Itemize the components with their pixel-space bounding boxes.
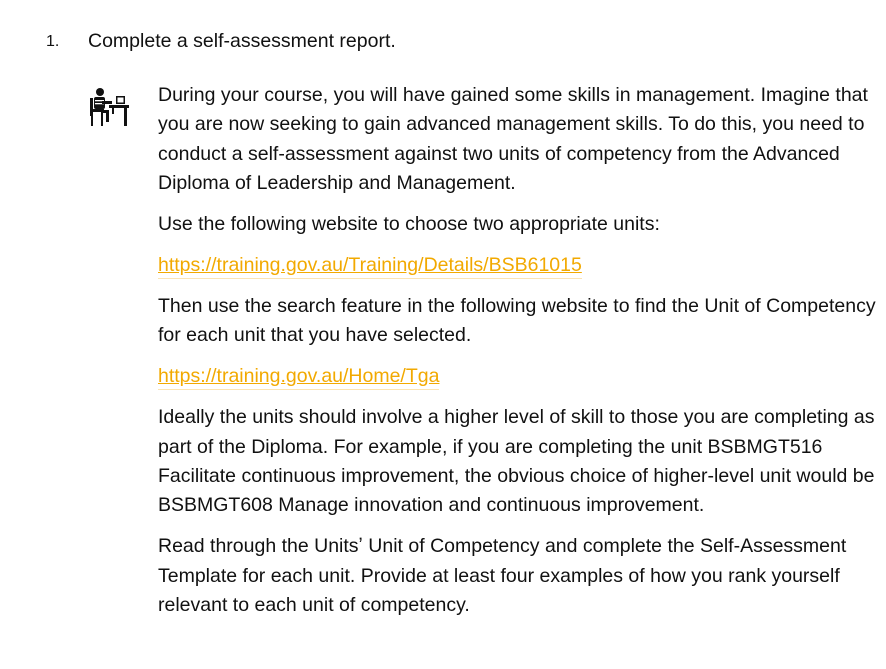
- task-number: 1.: [46, 33, 60, 50]
- read-paragraph: Read through the Unitsʼ Unit of Competency and complete the Self-Assessment Template for each unit. Provide at least four examples of how you rank yourself relevant to each unit of competency.: [158, 535, 847, 617]
- ideally-paragraph: Ideally the units should involve a higher level of skill to those you are completing as part of the Diploma. For example, if you are completing the unit BSBMGT516 Facilitate continuous improvement, the obvious choice of higher-level unit would be BSBMGT608 Manage innovation and continuous improvement.: [158, 406, 875, 517]
- task-title: Complete a self-assessment report.: [88, 30, 396, 52]
- home-link-paragraph: [158, 362, 876, 391]
- units-link[interactable]: https://training.gov.au/Training/Details/BSB61015: [158, 252, 582, 279]
- use-website-paragraph: Use the following website to choose two appropriate units:: [158, 213, 660, 236]
- intro-paragraph: During your course, you will have gained some skills in management. Imagine that you are now seeking to gain advanced management skills. To do this, you need to conduct a self-assessment against two units of competency from the Advanced Diploma of Leadership and Management.: [158, 84, 868, 195]
- task-heading: [0, 28, 886, 54]
- units-link-paragraph: [158, 251, 876, 280]
- home-link[interactable]: https://training.gov.au/Home/Tga: [158, 363, 439, 390]
- search-paragraph: Then use the search feature in the following website to find the Unit of Competency for each unit that you have selected.: [158, 294, 876, 347]
- task-body: [158, 81, 876, 632]
- person-at-desk-icon: [86, 86, 132, 130]
